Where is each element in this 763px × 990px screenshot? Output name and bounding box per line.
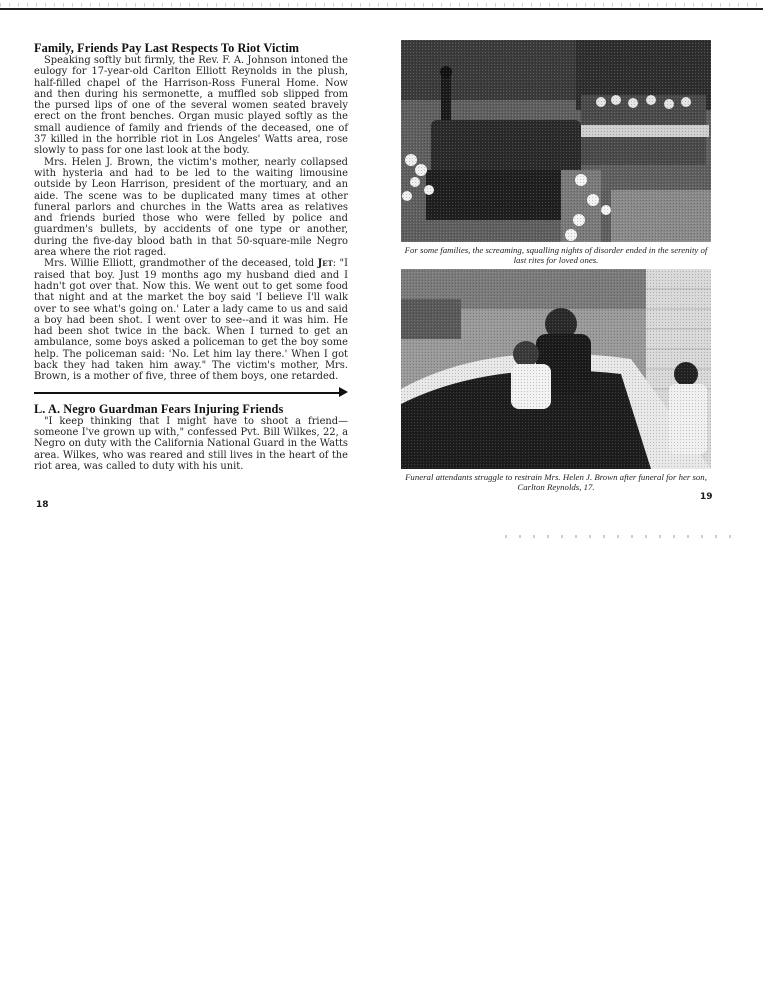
p3-rest: : "I raised that boy. Just 19 months ago my husband died and I hadn't got over that. Now this. We went out to get some food that night and at the market the boy said 'I believe I'll walk over to see what's going on.' Later a lady came to us and said a boy had been shot. I went over to see--and it was him. He had been shot twice in the back. When I turned to get an ambulance, some boys asked a policeman to get the boy some help. The policeman said: 'No. Let him lay there.' When I got back they had taken him away." The victim's mother, Mrs. Brown, is a mother of five, three of them boys, one retarded. bbox=[34, 258, 348, 383]
page-number-left: 18 bbox=[36, 500, 49, 510]
article2-body bbox=[34, 416, 348, 472]
article1-paragraph: Speaking softly but firmly, the Rev. F. A. Johnson intoned the eulogy for 17-year-old Carlton Elliott Reynolds in the plush, half-filled chapel of the Harrison-Ross Funeral Home. Now and then during his sermonette, a muffled sob slipped from the pursed lips of one of the several women seated bravely erect on the front benches. Organ music played softly as the small audience of family and friends of the deceased, one of 37 killed in the horrible riot in Los Angeles' Watts area, rose slowly to pass for one last look at the body. bbox=[34, 55, 348, 157]
article1-body bbox=[34, 55, 348, 383]
arrow-icon bbox=[339, 387, 348, 397]
top-rule bbox=[0, 8, 763, 10]
photo1-caption: For some families, the screaming, squalling nights of disorder ended in the serenity of last rites for loved ones. bbox=[404, 245, 708, 265]
mourner-restrained-photo bbox=[401, 269, 711, 469]
right-column bbox=[401, 40, 711, 492]
photo2-caption: Funeral attendants struggle to restrain Mrs. Helen J. Brown after funeral for her son, Carlton Reynolds, 17. bbox=[405, 472, 707, 492]
p3-lead: Mrs. Willie Elliott, grandmother of the deceased, told bbox=[44, 258, 315, 270]
article2-paragraph: "I keep thinking that I might have to shoot a friend—someone I've grown up with," confessed Pvt. Bill Wilkes, 22, a Negro on duty with the California National Guard in the Watts area. Wilkes, who was reared and still lives in the heart of the riot area, was called to duty with his unit. bbox=[34, 415, 348, 472]
article1-paragraph-quote bbox=[34, 258, 348, 382]
article1-paragraph: Mrs. Helen J. Brown, the victim's mother, nearly collapsed with hysteria and had to be led to the waiting limousine outside by Leon Harrison, president of the mortuary, and an aide. The scene was to be duplicated many times at other funeral parlors and churches in the Watts area as relatives and friends buried those who were felled by police and guardmen's bullets, by accidents of one type or another, during the five-day blood bath in that 50-square-mile Negro area where the riot raged. bbox=[34, 156, 348, 259]
jet-magazine-name: Jet bbox=[317, 258, 333, 270]
funeral-chapel-photo bbox=[401, 40, 711, 242]
section-divider-arrow bbox=[34, 387, 348, 397]
article1-headline: Family, Friends Pay Last Respects To Riot Victim bbox=[34, 41, 300, 55]
article2-headline: L. A. Negro Guardman Fears Injuring Friends bbox=[34, 401, 284, 416]
scan-noise bbox=[505, 535, 735, 538]
page-number-right: 19 bbox=[700, 492, 713, 502]
left-column bbox=[34, 42, 348, 472]
